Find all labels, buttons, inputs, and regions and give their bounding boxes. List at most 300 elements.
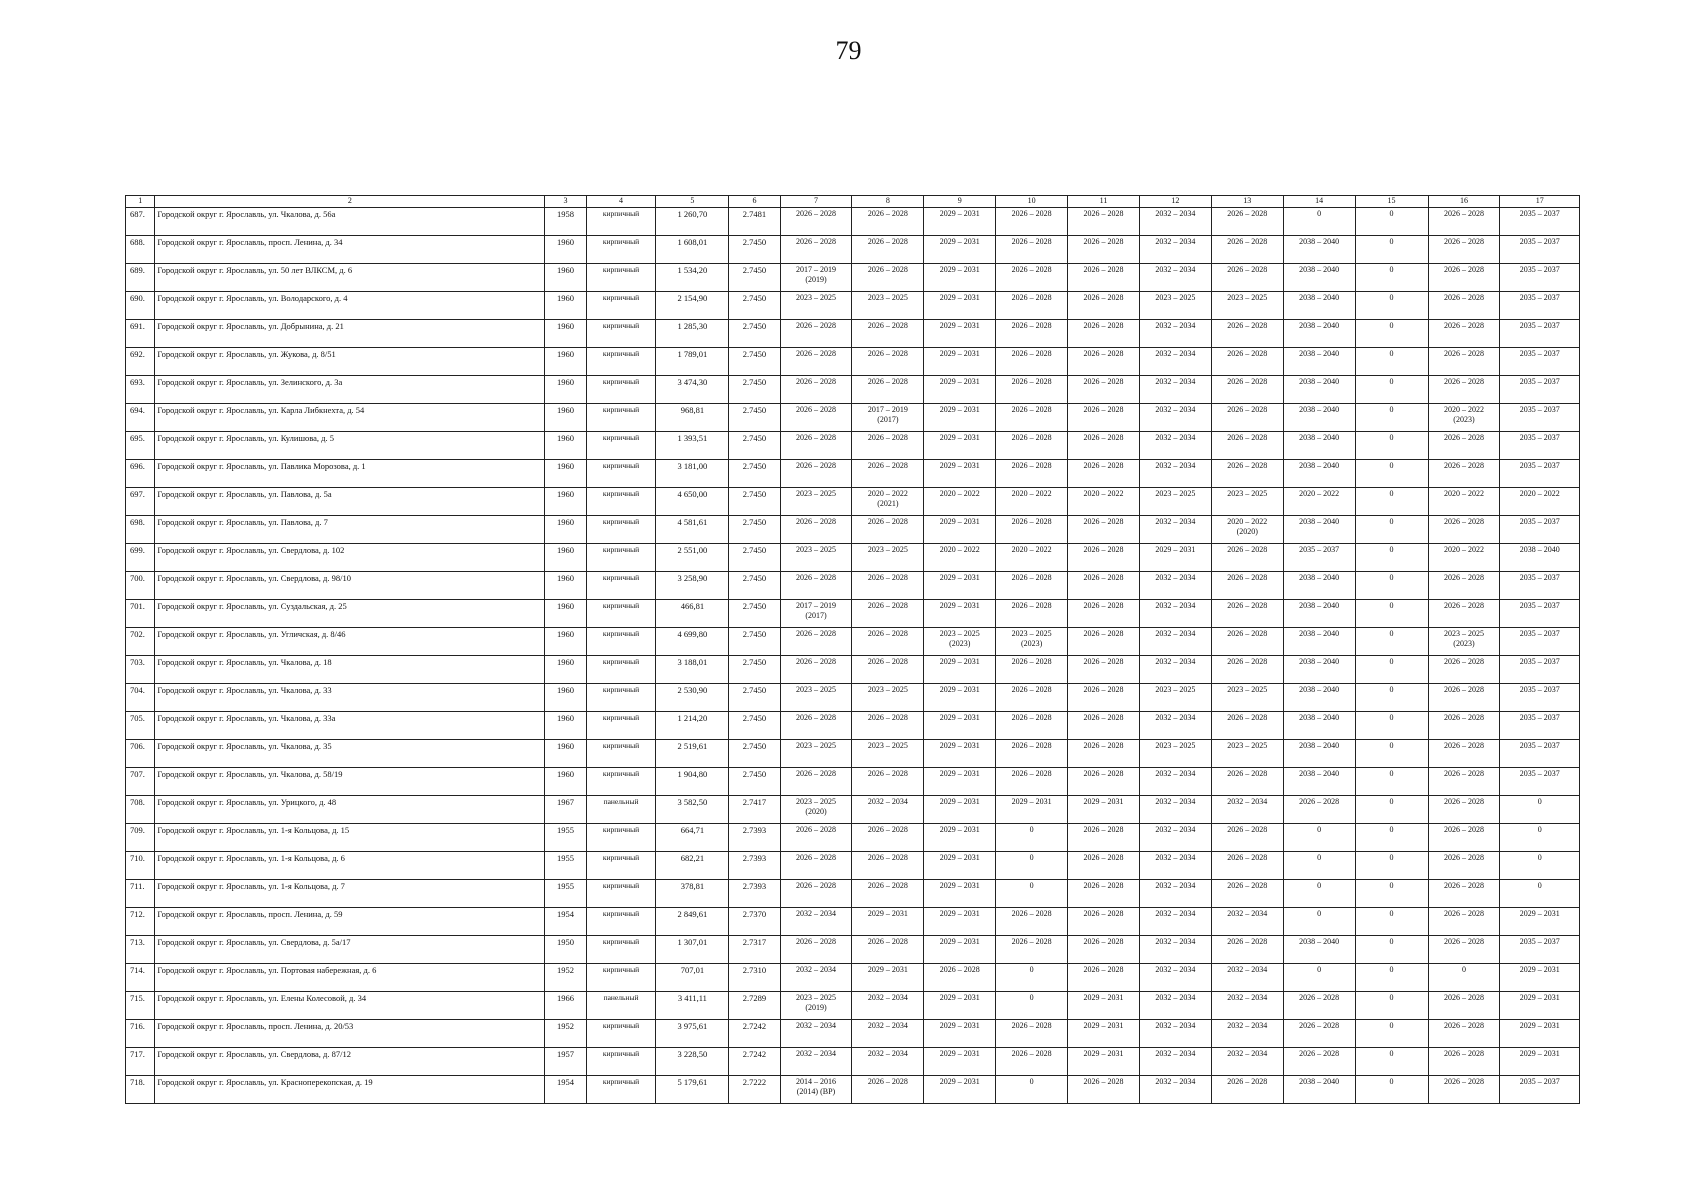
repair-period-col-13-cell xyxy=(1211,572,1283,600)
area-cell xyxy=(656,824,729,852)
cell-value: 0 xyxy=(1389,433,1394,442)
repair-period-col-16-cell xyxy=(1428,684,1500,712)
cell-value: 0 xyxy=(1389,1021,1394,1030)
repair-period-col-13-cell xyxy=(1211,1048,1283,1076)
repair-period-col-16-cell xyxy=(1428,1020,1500,1048)
repair-period-col-15-cell xyxy=(1355,880,1428,908)
cell-value: 2026 – 2028 xyxy=(1299,993,1340,1002)
address-cell xyxy=(155,712,545,740)
table-row xyxy=(126,516,1580,544)
repair-period-col-16-cell xyxy=(1428,852,1500,880)
cell-value: 2029 – 2031 xyxy=(939,1077,980,1086)
cell-value: 2038 – 2040 xyxy=(1299,265,1340,274)
cell-value: 0 xyxy=(1389,713,1394,722)
repair-period-col-9-cell xyxy=(924,852,996,880)
cell-value: 2038 – 2040 xyxy=(1299,685,1340,694)
cell-value: кирпичный xyxy=(602,1021,640,1030)
repair-period-col-12-cell xyxy=(1139,1048,1211,1076)
repair-period-col-16-cell xyxy=(1428,992,1500,1020)
repair-period-col-17-cell xyxy=(1500,264,1580,292)
repair-period-col-11-cell xyxy=(1068,908,1140,936)
repair-period-col-12-cell xyxy=(1139,768,1211,796)
cell-value: 3 228,50 xyxy=(677,1049,708,1059)
wall-material-cell xyxy=(586,488,656,516)
wall-material-cell xyxy=(586,320,656,348)
build-year-cell xyxy=(545,292,586,320)
cell-value: 2.7450 xyxy=(742,545,767,555)
repair-period-col-15-cell xyxy=(1355,572,1428,600)
cell-value: 698. xyxy=(130,517,145,527)
repair-period-col-11-cell xyxy=(1068,656,1140,684)
cell-value: 2.7450 xyxy=(742,237,767,247)
coefficient-cell xyxy=(729,460,780,488)
cell-value: 2038 – 2040 xyxy=(1299,321,1340,330)
repair-period-col-11-cell xyxy=(1068,376,1140,404)
cell-value: 2.7393 xyxy=(742,881,767,891)
cell-value: 2026 – 2028 xyxy=(1443,797,1484,806)
row-number-cell xyxy=(126,768,155,796)
cell-value: 2023 – 2025 xyxy=(795,293,836,302)
cell-value: 2032 – 2034 xyxy=(1155,629,1196,638)
repair-period-col-9-cell xyxy=(924,600,996,628)
cell-value: 714. xyxy=(130,965,145,975)
coefficient-cell xyxy=(729,908,780,936)
table-row xyxy=(126,880,1580,908)
cell-value: 2026 – 2028 xyxy=(867,517,908,526)
cell-value: 2029 – 2031 xyxy=(939,825,980,834)
build-year-cell xyxy=(545,684,586,712)
row-number-cell xyxy=(126,656,155,684)
repair-period-col-13-cell xyxy=(1211,292,1283,320)
cell-value: 2026 – 2028 xyxy=(1011,1049,1052,1058)
cell-value: 2029 – 2031 xyxy=(939,573,980,582)
cell-value: 0 xyxy=(1389,769,1394,778)
row-number-cell xyxy=(126,348,155,376)
repair-period-col-7-cell xyxy=(780,656,852,684)
repair-period-col-15-cell xyxy=(1355,684,1428,712)
repair-period-col-16-cell xyxy=(1428,628,1500,656)
build-year-cell xyxy=(545,740,586,768)
repair-period-col-17-cell xyxy=(1500,656,1580,684)
cell-value: 2038 – 2040 xyxy=(1299,461,1340,470)
address-cell xyxy=(155,516,545,544)
row-number-cell xyxy=(126,1048,155,1076)
build-year-cell xyxy=(545,264,586,292)
cell-value: 2020 – 2022 xyxy=(1083,489,1124,498)
table-row xyxy=(126,404,1580,432)
cell-value: 2029 – 2031 xyxy=(1519,993,1560,1002)
table-row xyxy=(126,1020,1580,1048)
repair-period-col-13-cell xyxy=(1211,656,1283,684)
cell-value: 1960 xyxy=(557,573,574,583)
cell-value: 2029 – 2031 xyxy=(939,993,980,1002)
cell-value: 2026 – 2028 xyxy=(1443,685,1484,694)
repair-period-col-9-cell xyxy=(924,264,996,292)
cell-value: 2026 – 2028 xyxy=(1083,881,1124,890)
repair-period-col-7-cell xyxy=(780,320,852,348)
cell-value: 695. xyxy=(130,433,145,443)
coefficient-cell xyxy=(729,656,780,684)
area-cell xyxy=(656,572,729,600)
cell-value: 2.7450 xyxy=(742,405,767,415)
area-cell xyxy=(656,1048,729,1076)
cell-value: 5 179,61 xyxy=(677,1077,708,1087)
cell-value: кирпичный xyxy=(602,321,640,330)
repair-period-col-17-cell xyxy=(1500,236,1580,264)
cell-value: 2029 – 2031 xyxy=(1083,1021,1124,1030)
repair-period-col-15-cell xyxy=(1355,544,1428,572)
cell-value: 2038 – 2040 xyxy=(1299,713,1340,722)
repair-period-col-13-cell xyxy=(1211,460,1283,488)
cell-value: 2035 – 2037 xyxy=(1519,293,1560,302)
cell-value: 2026 – 2028 xyxy=(1083,1077,1124,1086)
repair-period-col-11-cell xyxy=(1068,404,1140,432)
build-year-cell xyxy=(545,1048,586,1076)
repair-period-col-16-cell xyxy=(1428,292,1500,320)
area-cell xyxy=(656,208,729,236)
cell-value: 2032 – 2034 xyxy=(1155,993,1196,1002)
cell-value: 2023 – 2025 xyxy=(939,629,980,638)
repair-period-col-7-cell xyxy=(780,488,852,516)
address-cell xyxy=(155,544,545,572)
cell-value: 2026 – 2028 xyxy=(1227,657,1268,666)
build-year-cell xyxy=(545,600,586,628)
cell-value: 2035 – 2037 xyxy=(1519,209,1560,218)
coefficient-cell xyxy=(729,516,780,544)
table-row xyxy=(126,376,1580,404)
cell-value: 0 xyxy=(1389,741,1394,750)
build-year-cell xyxy=(545,796,586,824)
cell-value: 2038 – 2040 xyxy=(1299,349,1340,358)
repair-period-col-14-cell xyxy=(1283,964,1355,992)
repair-period-col-11-cell xyxy=(1068,824,1140,852)
cell-value: 2026 – 2028 xyxy=(1083,237,1124,246)
cell-value: 2026 – 2028 xyxy=(795,629,836,638)
cell-value: 2029 – 2031 xyxy=(939,713,980,722)
cell-value: 2 551,00 xyxy=(677,545,708,555)
repair-period-col-13-cell xyxy=(1211,600,1283,628)
wall-material-cell xyxy=(586,1048,656,1076)
address-cell xyxy=(155,348,545,376)
repair-period-col-13-cell xyxy=(1211,936,1283,964)
repair-period-col-17-cell xyxy=(1500,712,1580,740)
repair-period-col-16-cell xyxy=(1428,404,1500,432)
repair-period-col-10-cell xyxy=(996,376,1068,404)
cell-value: 701. xyxy=(130,601,145,611)
repair-period-col-17-cell xyxy=(1500,404,1580,432)
cell-value: Городской округ г. Ярославль, ул. Павлика Морозова, д. 1 xyxy=(157,461,366,471)
cell-value: 2026 – 2028 xyxy=(1083,909,1124,918)
cell-value: 466,81 xyxy=(680,601,705,611)
cell-value: 709. xyxy=(130,825,145,835)
repair-period-col-13-cell xyxy=(1211,1020,1283,1048)
cell-value: 1954 xyxy=(557,909,574,919)
cell-value: 2026 – 2028 xyxy=(1083,405,1124,414)
repair-period-col-15-cell xyxy=(1355,320,1428,348)
cell-value: Городской округ г. Ярославль, ул. Павлова, д. 7 xyxy=(157,517,328,527)
cell-value: 1952 xyxy=(557,965,574,975)
cell-value: 2026 – 2028 xyxy=(1011,937,1052,946)
repair-period-col-15-cell xyxy=(1355,1076,1428,1104)
address-cell xyxy=(155,208,545,236)
build-year-cell xyxy=(545,348,586,376)
repair-period-col-8-cell xyxy=(852,684,924,712)
repair-period-col-11-cell xyxy=(1068,936,1140,964)
row-number-cell xyxy=(126,292,155,320)
repair-period-col-17-cell xyxy=(1500,348,1580,376)
repair-period-col-8-cell xyxy=(852,1076,924,1104)
cell-value: 1960 xyxy=(557,545,574,555)
cell-value: 2.7450 xyxy=(742,433,767,443)
repair-period-col-7-cell xyxy=(780,348,852,376)
cell-value: 2026 – 2028 xyxy=(1083,209,1124,218)
cell-value: 2029 – 2031 xyxy=(939,321,980,330)
repair-period-col-17-cell xyxy=(1500,684,1580,712)
repair-period-col-17-cell xyxy=(1500,880,1580,908)
repair-period-col-11-cell xyxy=(1068,488,1140,516)
cell-value: 2026 – 2028 xyxy=(1011,377,1052,386)
address-cell xyxy=(155,600,545,628)
table-row xyxy=(126,852,1580,880)
cell-value: 2026 – 2028 xyxy=(1083,433,1124,442)
repair-period-col-16-cell xyxy=(1428,740,1500,768)
cell-value: 2023 – 2025 xyxy=(1155,489,1196,498)
cell-value: 717. xyxy=(130,1049,145,1059)
repair-period-col-14-cell xyxy=(1283,572,1355,600)
cell-note: (2019) xyxy=(805,275,827,284)
repair-period-col-13-cell xyxy=(1211,544,1283,572)
repair-period-col-15-cell xyxy=(1355,768,1428,796)
cell-value: 704. xyxy=(130,685,145,695)
build-year-cell xyxy=(545,544,586,572)
repair-period-col-11-cell xyxy=(1068,684,1140,712)
coefficient-cell xyxy=(729,236,780,264)
cell-value: 2032 – 2034 xyxy=(1155,601,1196,610)
repair-period-col-14-cell xyxy=(1283,628,1355,656)
cell-value: 0 xyxy=(1389,937,1394,946)
cell-value: 2032 – 2034 xyxy=(1227,965,1268,974)
cell-value: 2026 – 2028 xyxy=(1227,629,1268,638)
area-cell xyxy=(656,1076,729,1104)
repair-period-col-12-cell xyxy=(1139,320,1211,348)
cell-value: 712. xyxy=(130,909,145,919)
repair-period-col-15-cell xyxy=(1355,348,1428,376)
row-number-cell xyxy=(126,516,155,544)
repair-period-col-14-cell xyxy=(1283,712,1355,740)
area-cell xyxy=(656,880,729,908)
repair-period-col-14-cell xyxy=(1283,320,1355,348)
cell-value: 2026 – 2028 xyxy=(1443,377,1484,386)
cell-value: 2026 – 2028 xyxy=(867,937,908,946)
repair-period-col-14-cell xyxy=(1283,852,1355,880)
repair-period-col-14-cell xyxy=(1283,460,1355,488)
build-year-cell xyxy=(545,432,586,460)
cell-value: 2029 – 2031 xyxy=(1083,797,1124,806)
cell-value: 2038 – 2040 xyxy=(1299,405,1340,414)
cell-value: 0 xyxy=(1029,853,1034,862)
repair-period-col-15-cell xyxy=(1355,236,1428,264)
cell-value: 1960 xyxy=(557,321,574,331)
cell-value: 2029 – 2031 xyxy=(1011,797,1052,806)
coefficient-cell xyxy=(729,824,780,852)
cell-value: 2026 – 2028 xyxy=(1011,741,1052,750)
repair-period-col-9-cell xyxy=(924,208,996,236)
cell-value: кирпичный xyxy=(602,601,640,610)
cell-value: 1 608,01 xyxy=(677,237,708,247)
cell-value: 2038 – 2040 xyxy=(1519,545,1560,554)
area-cell xyxy=(656,936,729,964)
repair-period-col-9-cell xyxy=(924,572,996,600)
cell-value: кирпичный xyxy=(602,461,640,470)
repair-period-col-16-cell xyxy=(1428,964,1500,992)
cell-value: 2026 – 2028 xyxy=(1083,461,1124,470)
cell-value: 2029 – 2031 xyxy=(1519,1049,1560,1058)
area-cell xyxy=(656,600,729,628)
address-cell xyxy=(155,824,545,852)
cell-value: 689. xyxy=(130,265,145,275)
cell-value: Городской округ г. Ярославль, ул. Портовая набережная, д. 6 xyxy=(157,965,377,975)
wall-material-cell xyxy=(586,852,656,880)
cell-value: 2026 – 2028 xyxy=(1227,881,1268,890)
repair-period-col-10-cell xyxy=(996,292,1068,320)
cell-value: 2032 – 2034 xyxy=(1155,433,1196,442)
cell-value: 2029 – 2031 xyxy=(939,769,980,778)
cell-value: 2023 – 2025 xyxy=(1155,685,1196,694)
cell-value: 2026 – 2028 xyxy=(1299,797,1340,806)
cell-value: 2026 – 2028 xyxy=(867,713,908,722)
repair-period-col-9-cell xyxy=(924,236,996,264)
repair-period-col-8-cell xyxy=(852,544,924,572)
cell-value: Городской округ г. Ярославль, ул. Добрынина, д. 21 xyxy=(157,321,344,331)
wall-material-cell xyxy=(586,908,656,936)
cell-value: 2032 – 2034 xyxy=(795,965,836,974)
cell-value: 2020 – 2022 xyxy=(1011,545,1052,554)
cell-value: 2026 – 2028 xyxy=(1011,405,1052,414)
cell-value: 2038 – 2040 xyxy=(1299,657,1340,666)
cell-value: 0 xyxy=(1461,965,1466,974)
repair-period-col-14-cell xyxy=(1283,544,1355,572)
cell-note: (2017) xyxy=(877,415,899,424)
cell-value: 2023 – 2025 xyxy=(1227,293,1268,302)
cell-value: 2026 – 2028 xyxy=(1299,1049,1340,1058)
table-row xyxy=(126,964,1580,992)
cell-value: 968,81 xyxy=(680,405,705,415)
cell-value: 2032 – 2034 xyxy=(867,1049,908,1058)
cell-value: 1950 xyxy=(557,937,574,947)
repair-period-col-11-cell xyxy=(1068,880,1140,908)
row-number-cell xyxy=(126,488,155,516)
address-cell xyxy=(155,292,545,320)
wall-material-cell xyxy=(586,208,656,236)
address-cell xyxy=(155,404,545,432)
repair-period-col-13-cell xyxy=(1211,1076,1283,1104)
cell-value: 2.7450 xyxy=(742,377,767,387)
row-number-cell xyxy=(126,992,155,1020)
address-cell xyxy=(155,880,545,908)
cell-value: кирпичный xyxy=(602,265,640,274)
cell-value: 2026 – 2028 xyxy=(867,461,908,470)
cell-value: 2035 – 2037 xyxy=(1519,461,1560,470)
cell-value: 3 181,00 xyxy=(677,461,708,471)
row-number-cell xyxy=(126,796,155,824)
cell-value: кирпичный xyxy=(602,377,640,386)
cell-value: 2026 – 2028 xyxy=(1083,853,1124,862)
coefficient-cell xyxy=(729,1020,780,1048)
cell-value: 2026 – 2028 xyxy=(1299,1021,1340,1030)
cell-value: 2029 – 2031 xyxy=(939,209,980,218)
wall-material-cell xyxy=(586,824,656,852)
cell-value: 2035 – 2037 xyxy=(1519,265,1560,274)
wall-material-cell xyxy=(586,404,656,432)
cell-value: 2029 – 2031 xyxy=(1519,965,1560,974)
cell-value: 2026 – 2028 xyxy=(1083,573,1124,582)
repair-period-col-17-cell xyxy=(1500,1048,1580,1076)
repair-period-col-11-cell xyxy=(1068,320,1140,348)
area-cell xyxy=(656,740,729,768)
repair-period-col-14-cell xyxy=(1283,908,1355,936)
repair-period-col-9-cell xyxy=(924,516,996,544)
repair-period-col-12-cell xyxy=(1139,404,1211,432)
cell-value: 2035 – 2037 xyxy=(1519,237,1560,246)
cell-value: 2026 – 2028 xyxy=(1227,825,1268,834)
repair-period-col-16-cell xyxy=(1428,264,1500,292)
build-year-cell xyxy=(545,236,586,264)
repair-period-col-8-cell xyxy=(852,488,924,516)
cell-value: кирпичный xyxy=(602,433,640,442)
cell-value: 2026 – 2028 xyxy=(795,461,836,470)
cell-value: 2038 – 2040 xyxy=(1299,741,1340,750)
wall-material-cell xyxy=(586,936,656,964)
repair-period-col-10-cell xyxy=(996,992,1068,1020)
column-number-cell: 14 xyxy=(1283,196,1355,208)
cell-value: 1960 xyxy=(557,657,574,667)
repair-period-col-17-cell xyxy=(1500,628,1580,656)
cell-value: 1 534,20 xyxy=(677,265,708,275)
repair-period-col-9-cell xyxy=(924,964,996,992)
build-year-cell xyxy=(545,628,586,656)
repair-period-col-16-cell xyxy=(1428,1048,1500,1076)
area-cell xyxy=(656,264,729,292)
wall-material-cell xyxy=(586,712,656,740)
repair-period-col-11-cell xyxy=(1068,964,1140,992)
cell-value: кирпичный xyxy=(602,237,640,246)
cell-value: 2032 – 2034 xyxy=(1155,769,1196,778)
cell-value: 2026 – 2028 xyxy=(795,433,836,442)
cell-value: 0 xyxy=(1389,881,1394,890)
address-cell xyxy=(155,432,545,460)
cell-value: 2029 – 2031 xyxy=(939,1021,980,1030)
cell-value: 0 xyxy=(1389,1077,1394,1086)
repair-period-col-12-cell xyxy=(1139,852,1211,880)
repair-period-col-7-cell xyxy=(780,908,852,936)
cell-value: 0 xyxy=(1389,825,1394,834)
build-year-cell xyxy=(545,572,586,600)
cell-value: 1960 xyxy=(557,685,574,695)
repair-period-col-9-cell xyxy=(924,880,996,908)
repair-period-col-14-cell xyxy=(1283,1020,1355,1048)
repair-period-col-16-cell xyxy=(1428,796,1500,824)
repair-period-col-15-cell xyxy=(1355,292,1428,320)
cell-value: 2014 – 2016 xyxy=(795,1077,836,1086)
cell-value: 2.7450 xyxy=(742,573,767,583)
repair-period-col-15-cell xyxy=(1355,404,1428,432)
cell-value: кирпичный xyxy=(602,965,640,974)
address-cell xyxy=(155,320,545,348)
cell-value: 2032 – 2034 xyxy=(1155,573,1196,582)
cell-value: 2026 – 2028 xyxy=(867,433,908,442)
cell-note: (2023) xyxy=(1020,639,1043,648)
cell-value: 1960 xyxy=(557,349,574,359)
